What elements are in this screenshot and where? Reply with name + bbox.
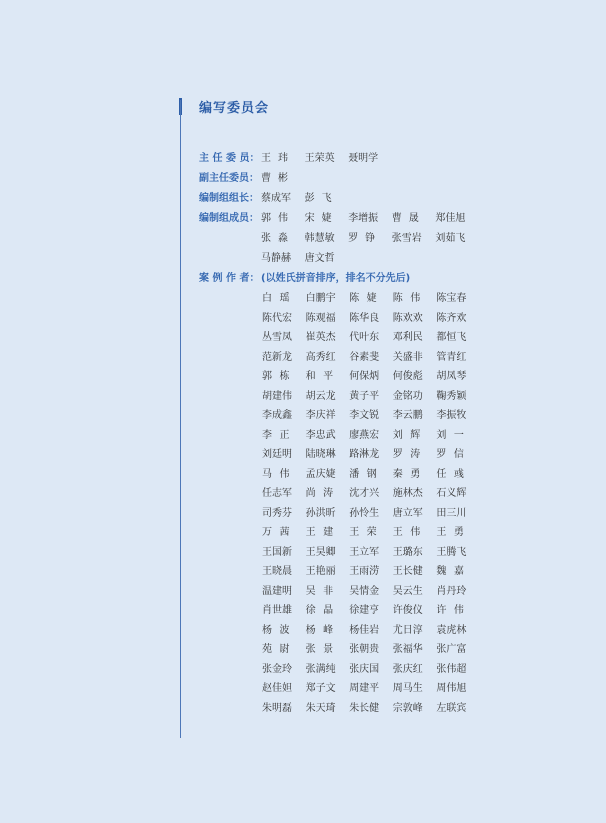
author-name: 代叶东 — [349, 332, 380, 343]
author-name: 马伟 — [262, 468, 297, 480]
author-name: 王昊卿 — [305, 546, 336, 558]
person-name: 罗铮 — [348, 232, 383, 244]
author-name: 张庆国 — [349, 663, 380, 675]
person-name: 王荣英 — [304, 152, 335, 164]
case-authors-row — [199, 268, 410, 284]
author-name: 李云鹏 — [392, 410, 423, 421]
author-name: 高秀红 — [305, 351, 336, 363]
author-name: 王勇 — [436, 527, 472, 538]
vice-director-row — [199, 168, 305, 184]
author-name: 袁虎林 — [436, 624, 467, 636]
person-name: 张淼 — [261, 232, 295, 244]
author-name: 都恒飞 — [436, 332, 467, 343]
author-name: 罗涛 — [392, 449, 428, 460]
case-authors-label: 案 例 作 者： — [199, 272, 260, 284]
author-name: 杨波 — [262, 624, 297, 636]
author-name: 施林杰 — [392, 488, 423, 499]
author-name: 孟庆婕 — [305, 468, 336, 480]
person-name: 张雪岩 — [391, 232, 422, 244]
author-name: 胡建伟 — [262, 390, 292, 402]
group-members-row — [199, 208, 479, 224]
author-name: 何保炳 — [349, 371, 380, 382]
author-name: 关盛非 — [392, 351, 423, 363]
author-name: 吴云生 — [392, 585, 423, 597]
author-name: 许俊仪 — [392, 605, 423, 616]
author-name: 陈伟 — [392, 293, 428, 304]
author-name: 张金玲 — [262, 663, 292, 675]
author-name: 王艳丽 — [305, 566, 336, 577]
author-name: 宗敦峰 — [392, 702, 423, 714]
person-name: 李增振 — [348, 212, 379, 224]
author-name: 陆晓琳 — [305, 449, 336, 460]
author-name: 杨佳岩 — [349, 624, 380, 636]
author-name: 徐晶 — [305, 605, 341, 616]
author-name: 朱长健 — [349, 702, 380, 714]
case-authors-grid — [262, 291, 480, 717]
author-name: 吴情金 — [349, 585, 380, 597]
person-name: 唐文哲 — [304, 252, 335, 264]
group-leader-label: 编制组组长： — [199, 192, 259, 204]
page-title: 编写委员会 — [199, 101, 270, 116]
director-names — [261, 149, 392, 164]
author-name: 肖世雄 — [262, 605, 292, 616]
author-name: 陈欢欢 — [392, 312, 423, 324]
author-name: 李正 — [262, 429, 297, 441]
author-name: 陈代宏 — [262, 312, 292, 324]
author-name: 范新龙 — [262, 351, 292, 363]
person-name: 宋婕 — [304, 212, 339, 224]
author-name: 李文锐 — [349, 410, 380, 421]
left-rule — [180, 100, 181, 738]
author-name: 唐立军 — [392, 507, 423, 519]
author-name: 朱天琦 — [305, 702, 336, 714]
author-name: 杨峰 — [305, 624, 341, 636]
group-members-names — [261, 249, 348, 264]
group-members-row-2 — [261, 228, 479, 244]
author-name: 潘钢 — [349, 468, 385, 480]
author-name: 徐建亨 — [349, 605, 380, 616]
person-name: 蔡成军 — [261, 192, 291, 204]
person-name: 曹彬 — [261, 172, 295, 184]
person-name: 郑佳旭 — [435, 212, 466, 224]
author-name: 孙洪昕 — [305, 507, 336, 519]
author-name: 刘一 — [436, 429, 472, 441]
author-name: 万茜 — [262, 527, 297, 538]
author-name: 刘辉 — [392, 429, 428, 441]
author-name: 秦勇 — [392, 468, 428, 480]
author-name: 周伟旭 — [436, 683, 467, 694]
author-name: 路淋龙 — [349, 449, 380, 460]
author-name: 左联宾 — [436, 702, 467, 714]
author-name: 邓利民 — [392, 332, 423, 343]
author-name: 郑子文 — [305, 683, 336, 694]
author-name: 王建 — [305, 527, 341, 538]
person-name: 刘茹飞 — [435, 232, 466, 244]
author-name: 魏嘉 — [436, 566, 472, 577]
vice-director-names — [261, 169, 305, 184]
author-name: 廖燕宏 — [349, 429, 380, 441]
author-name: 王晓晨 — [262, 566, 292, 577]
author-name: 张满纯 — [305, 663, 336, 675]
person-name: 马静赫 — [261, 252, 291, 264]
person-name: 聂明学 — [348, 152, 379, 164]
author-name: 许伟 — [436, 605, 472, 616]
author-name: 周建平 — [349, 683, 380, 694]
director-row — [199, 148, 392, 164]
author-name: 张朝贵 — [349, 644, 380, 655]
author-name: 罗信 — [436, 449, 472, 460]
author-name: 田三川 — [436, 507, 467, 519]
author-name: 郭栋 — [262, 371, 297, 382]
author-name: 王长健 — [392, 566, 423, 577]
author-name: 李振牧 — [436, 410, 467, 421]
author-name: 苑尉 — [262, 644, 297, 655]
group-members-names — [261, 209, 479, 224]
author-name: 赵佳妲 — [262, 683, 292, 694]
person-name: 王玮 — [261, 152, 295, 164]
author-name: 王立军 — [349, 546, 380, 558]
author-name: 李成鑫 — [262, 410, 292, 421]
author-name: 张庆红 — [392, 663, 423, 675]
author-name: 陈宝春 — [436, 293, 467, 304]
group-members-row-3 — [261, 248, 348, 264]
author-name: 温建明 — [262, 585, 292, 597]
author-name: 陈齐欢 — [436, 312, 467, 324]
author-name: 谷素斐 — [349, 351, 380, 363]
director-label: 主 任 委 员： — [199, 152, 260, 164]
author-name: 吴非 — [305, 585, 341, 597]
author-name: 白瑶 — [262, 293, 297, 304]
author-name: 金铭功 — [392, 390, 423, 402]
author-name: 崔英杰 — [305, 332, 336, 343]
person-name: 郭伟 — [261, 212, 295, 224]
author-name: 王国新 — [262, 546, 292, 558]
author-name: 任志军 — [262, 488, 292, 499]
group-leader-row — [199, 188, 348, 204]
author-name: 石义辉 — [436, 488, 467, 499]
case-authors-note: (以姓氏拼音排序，排名不分先后) — [261, 272, 411, 284]
author-name: 何俊彪 — [392, 371, 423, 382]
author-name: 尤日淳 — [392, 624, 423, 636]
author-name: 张福华 — [392, 644, 423, 655]
author-name: 刘廷明 — [262, 449, 292, 460]
author-name: 管青红 — [436, 351, 467, 363]
author-name: 鞠秀颖 — [436, 390, 467, 402]
group-leader-names — [261, 189, 348, 204]
author-name: 王雨涝 — [349, 566, 380, 577]
author-name: 张广富 — [436, 644, 467, 655]
author-name: 肖丹玲 — [436, 585, 467, 597]
author-name: 胡云龙 — [305, 390, 336, 402]
author-name: 张景 — [305, 644, 341, 655]
author-name: 胡凤琴 — [436, 371, 467, 382]
author-name: 和平 — [305, 371, 341, 382]
author-name: 朱明磊 — [262, 702, 292, 714]
author-name: 孙怜生 — [349, 507, 380, 519]
author-name: 陈观福 — [305, 312, 336, 324]
group-members-names — [261, 229, 479, 244]
author-name: 李庆祥 — [305, 410, 336, 421]
person-name: 韩慧敏 — [304, 232, 335, 244]
author-name: 王璐东 — [392, 546, 423, 558]
author-name: 白鹏宇 — [305, 293, 336, 304]
author-name: 陈婕 — [349, 293, 385, 304]
author-name: 李忠武 — [305, 429, 336, 441]
author-name: 尚涛 — [305, 488, 341, 499]
group-members-label: 编制组成员： — [199, 212, 259, 224]
author-name: 周马生 — [392, 683, 423, 694]
author-name: 王腾飞 — [436, 546, 467, 558]
vice-director-label: 副主任委员： — [199, 172, 259, 184]
author-name: 张伟超 — [436, 663, 467, 675]
author-name: 丛雪凤 — [262, 332, 292, 343]
author-name: 王荣 — [349, 527, 385, 538]
person-name: 彭飞 — [304, 192, 339, 204]
author-name: 黄子平 — [349, 390, 380, 402]
author-name: 沈才兴 — [349, 488, 380, 499]
author-name: 陈华良 — [349, 312, 380, 324]
author-name: 司秀芬 — [262, 507, 292, 519]
author-name: 王伟 — [392, 527, 428, 538]
person-name: 曹晟 — [391, 212, 426, 224]
author-name: 任彧 — [436, 468, 472, 480]
